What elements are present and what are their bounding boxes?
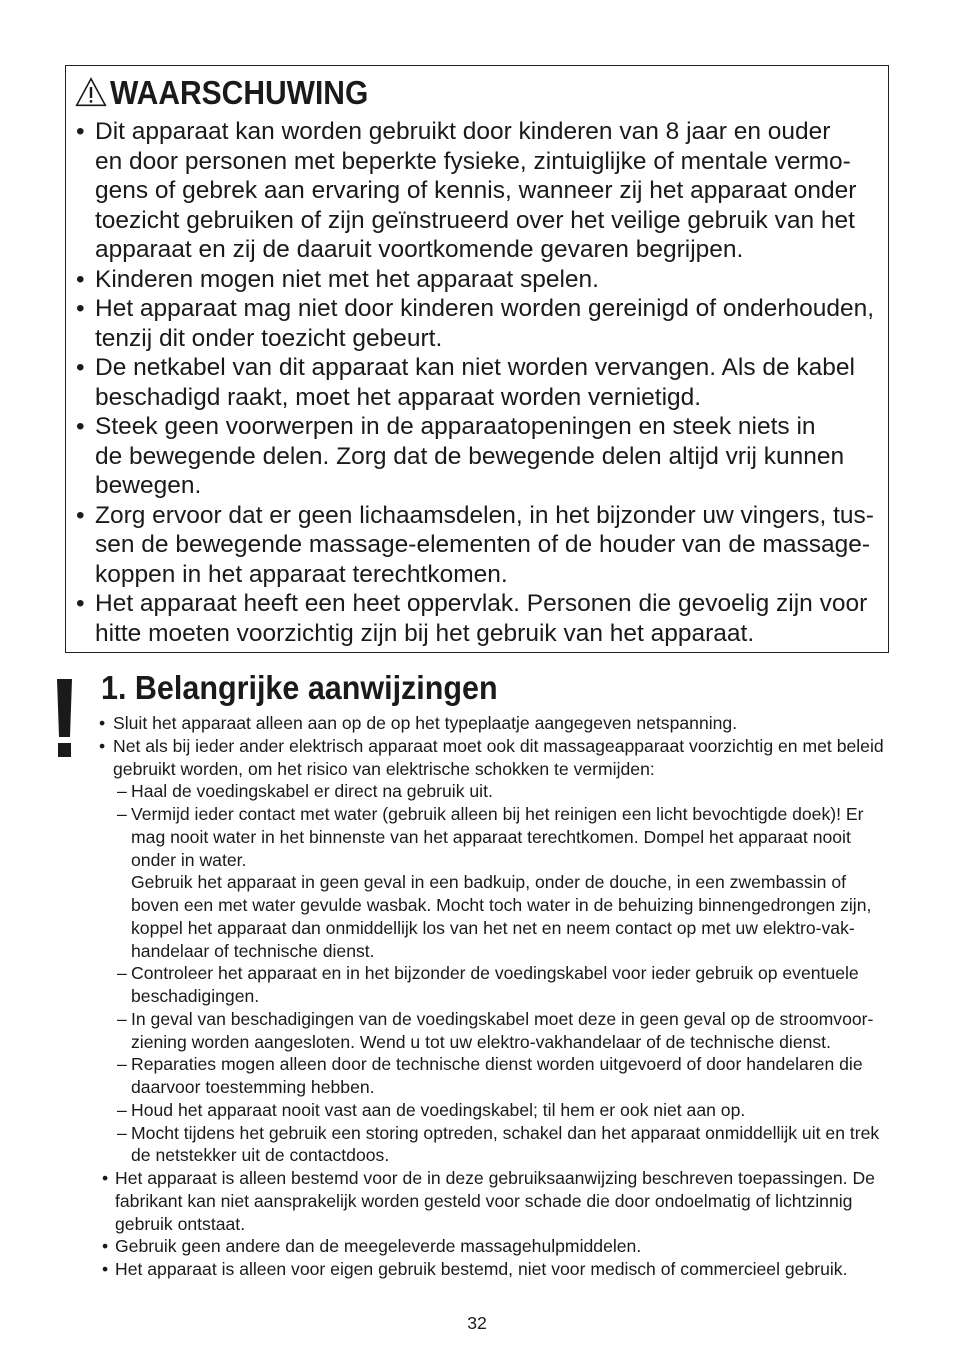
page-number: 32 bbox=[467, 1313, 487, 1333]
warning-list bbox=[65, 117, 889, 648]
text-line: beschadigingen. bbox=[131, 986, 260, 1006]
text-line: Steek geen voorwerpen in de apparaatopeningen en steek niets in bbox=[95, 413, 816, 441]
warning-item bbox=[65, 294, 889, 353]
text-line: de bewegende delen. Zorg dat de bewegende delen altijd vrij kunnen bbox=[95, 442, 845, 470]
text-line: Net als bij ieder ander elektrisch apparaat moet ook dit massageapparaat voorzichtig en met beleid bbox=[113, 735, 884, 756]
text-line: toezicht gebruiken of zijn geïnstrueerd over het veilige gebruik van het bbox=[95, 206, 855, 234]
warning-item bbox=[65, 412, 889, 501]
instructions-list bbox=[0, 712, 954, 1281]
text-line: Kinderen mogen niet met het apparaat spelen. bbox=[95, 265, 599, 293]
text-line: Mocht tijdens het gebruik een storing optreden, schakel dan het apparaat onmiddellijk uit en trek bbox=[131, 1122, 880, 1143]
sub-list-item bbox=[117, 1122, 954, 1168]
warning-item bbox=[65, 353, 889, 412]
text-line: en door personen met beperkte fysieke, zintuiglijke of mentale vermo- bbox=[95, 147, 851, 175]
bullet-marker: • bbox=[99, 713, 106, 733]
dash-marker: – bbox=[117, 781, 127, 802]
sub-list-item bbox=[117, 1008, 954, 1054]
bullet-marker: • bbox=[76, 354, 85, 382]
warning-item bbox=[65, 265, 889, 295]
text-line: Het apparaat mag niet door kinderen worden gereinigd of onderhouden, bbox=[95, 295, 875, 323]
text-line: apparaat en zij de daaruit voortkomende gevaren begrijpen. bbox=[95, 236, 744, 264]
sub-list-item bbox=[117, 780, 954, 803]
text-line: handelaar of technische dienst. bbox=[131, 940, 375, 961]
text-line: onder in water. bbox=[131, 849, 247, 870]
text-line: ziening worden aangesloten. Wend u tot uw elektro-vakhandelaar of de technische dienst. bbox=[131, 1031, 831, 1052]
text-line: gebruikt worden, om het risico van elektrische schokken te vermijden: bbox=[113, 758, 655, 779]
text-line: koppen in het apparaat terechtkomen. bbox=[95, 560, 508, 588]
text-line: de netstekker uit de contactdoos. bbox=[131, 1145, 390, 1166]
text-line: Gebruik het apparaat in geen geval in een badkuip, onder de douche, in een zwembassin of bbox=[131, 872, 846, 893]
bullet-marker: • bbox=[102, 1168, 109, 1188]
bullet-marker: • bbox=[102, 1236, 109, 1257]
text-line: Zorg ervoor dat er geen lichaamsdelen, in het bijzonder uw vingers, tus- bbox=[95, 501, 874, 529]
text-line: De netkabel van dit apparaat kan niet worden vervangen. Als de kabel bbox=[95, 354, 856, 382]
text-line: Controleer het apparaat en in het bijzonder de voedingskabel voor ieder gebruik op eventuele bbox=[131, 963, 859, 984]
dash-marker: – bbox=[117, 1008, 127, 1029]
list-item bbox=[99, 712, 954, 735]
text-line: bewegen. bbox=[95, 472, 202, 500]
warning-triangle-icon bbox=[75, 77, 107, 107]
list-item bbox=[102, 1258, 954, 1281]
text-line: koppel het apparaat dan onmiddellijk los van het net en neem contact op met uw elektro-vak- bbox=[131, 917, 855, 938]
sub-list-item bbox=[117, 1099, 954, 1122]
text-line: Gebruik geen andere dan de meegeleverde massagehulpmiddelen. bbox=[115, 1236, 642, 1257]
text-line: Het apparaat is alleen bestemd voor de in deze gebruiksaanwijzing beschreven toepassingen. De bbox=[115, 1168, 875, 1188]
bullet-marker: • bbox=[76, 118, 85, 145]
list-item bbox=[102, 1167, 954, 1235]
warning-item bbox=[65, 501, 889, 590]
bullet-marker: • bbox=[76, 265, 85, 293]
text-line: In geval van beschadigingen van de voedingskabel moet deze in geen geval op de stroomvoor- bbox=[131, 1008, 874, 1029]
dash-marker: – bbox=[117, 804, 127, 824]
sub-list-item bbox=[117, 962, 954, 1008]
text-line: hitte moeten voorzichtig zijn bij het gebruik van het apparaat. bbox=[95, 619, 755, 647]
sub-list-item bbox=[117, 803, 954, 962]
dash-marker: – bbox=[117, 963, 127, 984]
text-line: Reparaties mogen alleen door de technische dienst worden uitgevoerd of door handelaren die bbox=[131, 1054, 863, 1075]
warning-item bbox=[65, 117, 889, 265]
text-line: gebruik ontstaat. bbox=[115, 1213, 246, 1234]
sub-list-item bbox=[117, 1053, 954, 1099]
bullet-marker: • bbox=[76, 501, 85, 529]
list-item bbox=[102, 1235, 954, 1258]
text-line: Haal de voedingskabel er direct na gebruik uit. bbox=[131, 781, 493, 802]
text-line: mag nooit water in het binnenste van het apparaat terechtkomen. Dompel het apparaat nooit bbox=[131, 826, 851, 847]
text-line: fabrikant kan niet aansprakelijk worden gesteld voor schade die door ondoelmatig of lichtzinnig bbox=[115, 1190, 853, 1211]
text-line: Het apparaat heeft een heet oppervlak. Personen die gevoelig zijn voor bbox=[95, 590, 868, 618]
bullet-marker: • bbox=[76, 295, 85, 323]
dash-marker: – bbox=[117, 1122, 127, 1143]
dash-marker: – bbox=[117, 1054, 127, 1075]
text-line: Houd het apparaat nooit vast aan de voedingskabel; til hem er ook niet aan op. bbox=[131, 1099, 746, 1120]
text-line: daarvoor toestemming hebben. bbox=[131, 1077, 375, 1097]
list-item bbox=[99, 735, 954, 1167]
dash-marker: – bbox=[117, 1099, 127, 1120]
text-line: boven een met water gevulde wasbak. Mocht toch water in de behuizing binnengedrongen zijn, bbox=[131, 895, 872, 915]
text-line: Vermijd ieder contact met water (gebruik alleen bij het reinigen een licht bevochtigde doek)! Er bbox=[131, 804, 864, 824]
section-heading: 1. Belangrijke aanwijzingen bbox=[101, 669, 498, 707]
bullet-marker: • bbox=[102, 1259, 109, 1279]
text-line: Het apparaat is alleen voor eigen gebruik bestemd, niet voor medisch of commercieel gebruik. bbox=[115, 1259, 848, 1279]
text-line: Dit apparaat kan worden gebruikt door kinderen van 8 jaar en ouder bbox=[95, 118, 831, 145]
text-line: gens of gebrek aan ervaring of kennis, wanneer zij het apparaat onder bbox=[95, 177, 857, 205]
text-line: Sluit het apparaat alleen aan op de op het typeplaatje aangegeven netspanning. bbox=[113, 713, 738, 733]
bullet-marker: • bbox=[99, 735, 106, 756]
warning-item bbox=[65, 589, 889, 648]
text-line: tenzij dit onder toezicht gebeurt. bbox=[95, 324, 443, 352]
warning-title: WAARSCHUWING bbox=[110, 74, 369, 112]
text-line: beschadigd raakt, moet het apparaat worden vernietigd. bbox=[95, 383, 702, 411]
bullet-marker: • bbox=[76, 413, 85, 441]
bullet-marker: • bbox=[76, 590, 85, 618]
text-line: sen de bewegende massage-elementen of de houder van de massage- bbox=[95, 531, 870, 559]
